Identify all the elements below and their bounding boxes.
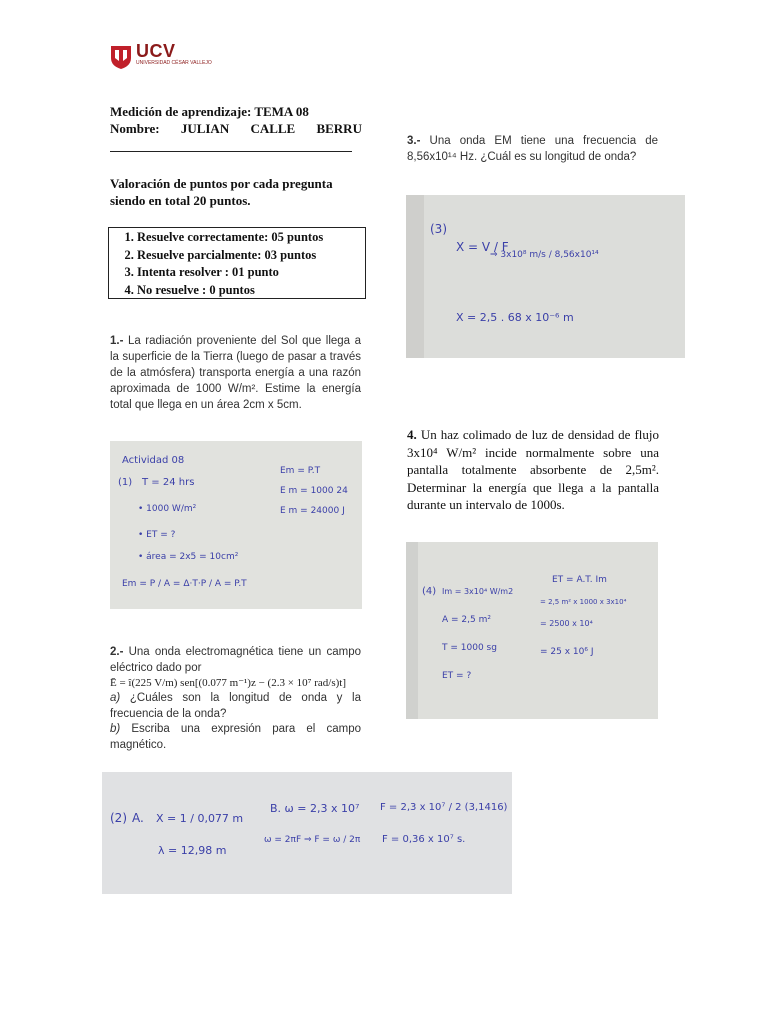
question-2-number: 2.- [110,646,124,658]
hw-line: A = 2,5 m² [442,615,491,625]
question-1 [110,333,361,413]
divider [110,151,352,152]
rubric-item: 2. Resuelve parcialmente: 03 puntos [137,247,361,265]
hw-line: B. ω = 2,3 x 10⁷ [270,802,360,815]
hw-line: • ET = ? [138,530,176,540]
hw-line: F = 0,36 x 10⁷ s. [382,834,466,845]
hw-line: A. [132,811,144,825]
answer-4-handwriting [406,542,658,719]
hw-line: (3) [430,222,447,236]
hw-line: ⇒ 3x10⁸ m/s / 8,56x10¹⁴ [490,250,599,260]
hw-line: ET = A.T. Im [552,575,607,585]
hw-line: λ = 12,98 m [158,844,227,857]
question-2-b-label: b) [110,723,121,735]
name-last: BERRU [316,121,362,136]
answer-1-photo [110,441,362,609]
hw-line: X = 1 / 0,077 m [156,812,244,825]
hw-line: E m = 1000 24 [280,486,348,496]
question-1-number: 1.- [110,335,124,347]
question-2-a-label: a) [110,692,121,704]
rubric-box [108,227,366,299]
question-4-number: 4. [407,427,417,442]
hw-line: = 2500 x 10⁴ [540,619,593,628]
question-3-number: 3.- [407,135,421,147]
hw-line: Em = P.T [280,466,321,476]
hw-line: = 2,5 m² x 1000 x 3x10⁴ [540,598,627,606]
hw-line: • 1000 W/m² [138,504,197,514]
valoracion-text: Valoración de puntos por cada pregunta siendo en total 20 puntos. [110,176,333,208]
question-3-text: Una onda EM tiene una frecuencia de 8,56x10¹⁴ Hz. ¿Cuál es su longitud de onda? [407,135,659,163]
ucv-shield-icon [110,44,132,70]
rubric-item: 3. Intenta resolver : 01 punto [137,264,361,282]
logo-subtitle: UNIVERSIDAD CÉSAR VALLEJO [136,60,212,66]
hw-line: Em = P / A = Δ·T·P / A = P.T [122,579,247,589]
hw-line: X = 2,5 . 68 x 10⁻⁶ m [456,311,574,324]
question-1-text: La radiación proveniente del Sol que llega a la superficie de la Tierra (luego de pasar a través de la atmósfera) transporta energía a una razón aproximada de 1000 W/m². Estime la energía total que llega en un área 2cm x 5cm. [110,335,361,411]
hw-line: • área = 2x5 = 10cm² [138,552,239,562]
hw-line: ω = 2πF ⇒ F = ω / 2π [264,835,361,845]
answer-1-handwriting [110,441,362,609]
logo-text: UCV [136,41,176,61]
hw-line: Actividad 08 [122,455,185,466]
name-first: JULIAN [180,121,230,136]
question-2-equation: Ē = î(225 V/m) sen[(0.077 m⁻¹)z − (2.3 × 10⁷ rad/s)t] [110,677,347,689]
hw-line: ET = ? [442,671,472,681]
hw-line: E m = 24000 J [280,506,345,516]
header [110,103,362,137]
question-4-text: Un haz colimado de luz de densidad de flujo 3x10⁴ W/m² incide normalmente sobre una pantalla totalmente absorbente de 2,5m². Determinar la energía que llega a la pantalla durante un intervalo de 1000s. [407,427,660,512]
question-2-b-text: Escriba una expresión para el campo magnético. [110,723,361,751]
question-3 [407,133,658,165]
hw-line: T = 24 hrs [142,477,195,488]
name-row [110,120,362,137]
document-title: Medición de aprendizaje: TEMA 08 [110,104,309,119]
question-2-a-text: ¿Cuáles son la longitud de onda y la frecuencia de la onda? [110,692,361,720]
hw-line: (4) [422,586,437,597]
name-middle: CALLE [250,121,296,136]
ucv-logo [110,41,220,72]
answer-4-photo [406,542,658,719]
rubric-item: 1. Resuelve correctamente: 05 puntos [137,229,361,247]
question-4 [407,426,659,514]
answer-2-handwriting [102,772,512,894]
hw-line: X = V / F [456,240,509,254]
answer-3-photo [406,195,685,358]
hw-line: F = 2,3 x 10⁷ / 2 (3,1416) [380,802,508,813]
name-label: Nombre: [110,121,160,136]
answer-3-handwriting [406,195,685,358]
hw-line: Im = 3x10⁴ W/m2 [442,587,514,596]
hw-line: (1) [118,477,133,488]
question-2-text: Una onda electromagnética tiene un campo eléctrico dado por [110,646,361,674]
answer-2-photo [102,772,512,894]
hw-line: (2) [110,811,127,825]
rubric-item: 4. No resuelve : 0 puntos [137,282,361,300]
question-2 [110,645,361,753]
hw-line: = 25 x 10⁶ J [540,647,594,657]
hw-line: T = 1000 sg [442,643,497,653]
